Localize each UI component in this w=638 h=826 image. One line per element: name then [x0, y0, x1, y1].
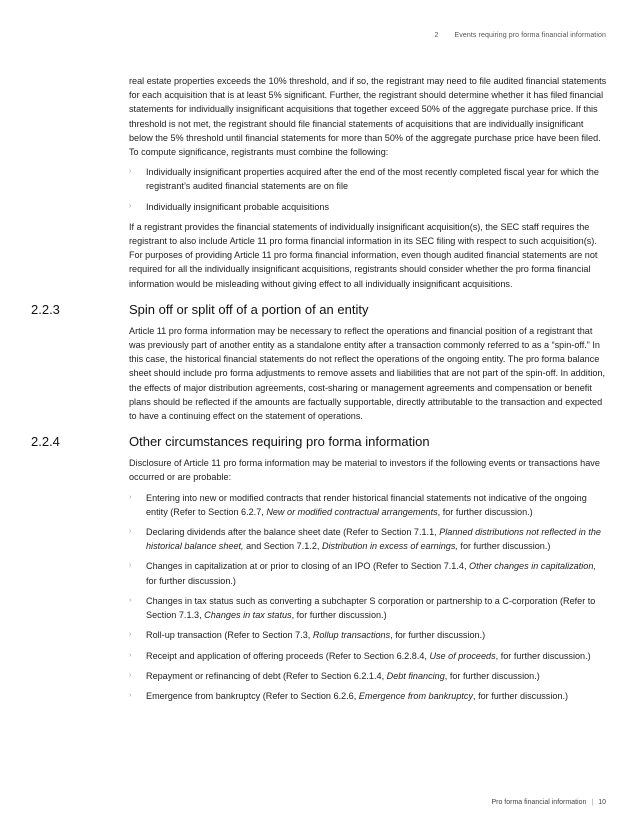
list-item	[129, 491, 609, 519]
bullet-marker: ›	[129, 168, 132, 176]
list-item	[129, 200, 609, 214]
bullet-marker: ›	[129, 631, 132, 639]
list-item	[129, 559, 609, 587]
bullet-marker: ›	[129, 202, 132, 210]
item-text: , for further discussion.)	[473, 690, 569, 701]
list-item	[129, 525, 609, 553]
item-text: Receipt and application of offering proceeds (Refer to Section 6.2.8.4,	[146, 650, 430, 661]
section-2-2-4	[31, 433, 609, 703]
item-text: , for further discussion.)	[444, 670, 540, 681]
item-text: for further discussion.)	[457, 541, 551, 552]
item-text: , for further discussion.)	[390, 630, 486, 641]
item-text: Emergence from bankruptcy (Refer to Section 6.2.6,	[146, 690, 359, 701]
intro-bullet-list	[129, 165, 609, 214]
section-heading: Spin off or split off of a portion of an entity	[129, 301, 369, 317]
bullet-marker: ›	[129, 562, 132, 570]
list-item-text: Individually insignificant probable acquisitions	[146, 201, 329, 212]
chapter-title: Events requiring pro forma financial information	[454, 32, 606, 39]
bullet-marker: ›	[129, 671, 132, 679]
item-text: Changes in tax status such as converting a subchapter S corporation or partnership to a C-corporation (Refer to Section 7.1.3,	[146, 595, 596, 621]
section-2-2-3	[31, 301, 609, 423]
section-paragraph: Article 11 pro forma information may be necessary to reflect the operations and financial position of a registrant that was previously part of another entity as a standalone entity after a transaction commonly referred to as a “spin-off.” In this case, the historical financial statements do not reflect the operations of the ongoing entity. The pro forma balance sheet should include pro forma adjustments to remove assets and liabilities that are not part of the spin-off. In addition, the effects of major distribution agreements, cost-sharing or management agreements and compensation or benefit plans should be reflected if the amounts are factually supportable, directly attributable to the transaction and expected to have a continuing effect on the statement of operations.	[129, 325, 606, 422]
bullet-marker: ›	[129, 651, 132, 659]
item-text: Declaring dividends after the balance sheet date (Refer to Section 7.1.1,	[146, 527, 440, 538]
section-number: 2.2.3	[31, 301, 60, 317]
item-text: , for further discussion.)	[437, 506, 533, 517]
item-italic: Planned distributions not reflected in the historical balance sheet,	[146, 527, 601, 552]
item-italic: Debt financing	[386, 670, 445, 681]
bullet-marker: ›	[129, 528, 132, 536]
item-italic: Other changes in capitalization,	[469, 561, 596, 572]
section-paragraph: Disclosure of Article 11 pro forma information may be material to investors if the following events or transactions have occurred or are probable:	[129, 458, 600, 483]
list-item	[129, 689, 609, 703]
item-text: Repayment or refinancing of debt (Refer to Section 6.2.1.4,	[146, 670, 387, 681]
list-item	[129, 165, 609, 193]
item-text: for further discussion.)	[146, 575, 236, 586]
item-italic: New or modified contractual arrangements	[266, 506, 438, 517]
page-body	[31, 74, 609, 709]
bullet-marker: ›	[129, 596, 132, 604]
footer-title: Pro forma financial information	[491, 799, 587, 806]
running-header	[434, 32, 606, 39]
page-footer	[491, 799, 606, 806]
list-item	[129, 594, 609, 622]
item-text: , for further discussion.)	[291, 610, 387, 621]
item-italic: Distribution in excess of earnings,	[321, 541, 458, 552]
list-item	[129, 649, 609, 663]
item-italic: Use of proceeds	[429, 650, 496, 661]
section-number: 2.2.4	[31, 434, 60, 450]
list-item	[129, 669, 609, 683]
list-item-text: Individually insignificant properties acquired after the end of the most recently completed fiscal year for which the registrant’s audited financial statements are on file	[146, 167, 599, 192]
chapter-number: 2	[434, 32, 439, 39]
item-italic: Emergence from bankruptcy	[358, 690, 474, 701]
item-italic: Rollup transactions	[312, 630, 391, 641]
intro-paragraph-2: If a registrant provides the financial statements of individually insignificant acquisition(s), the SEC staff requires the registrant to also include Article 11 pro forma financial information in its SEC filing with respect to such acquisition(s). For purposes of providing Article 11 pro forma financial information, even though audited financial statements are not required for all the individually insignificant acquisitions, registrants should consider whether the pro forma financial information would be misleading without giving effect to all individually insignificant acquisitions.	[129, 221, 598, 289]
item-text: , for further discussion.)	[495, 650, 591, 661]
bullet-marker: ›	[129, 691, 132, 699]
list-item	[129, 628, 609, 642]
section-heading: Other circumstances requiring pro forma information	[129, 434, 430, 450]
circumstances-bullet-list	[129, 491, 609, 703]
footer-separator: |	[591, 799, 594, 806]
item-text: and Section 7.1.2,	[243, 541, 322, 552]
item-italic: Changes in tax status	[204, 610, 292, 621]
item-text: Entering into new or modified contracts that render historical financial statements not indicative of the ongoing entity (Refer to Section 6.2.7,	[146, 492, 587, 517]
item-text: Changes in capitalization at or prior to closing of an IPO (Refer to Section 7.1.4,	[146, 561, 470, 572]
item-text: Roll-up transaction (Refer to Section 7.3,	[146, 630, 313, 641]
page-number: 10	[598, 799, 606, 806]
bullet-marker: ›	[129, 493, 132, 501]
intro-paragraph: real estate properties exceeds the 10% threshold, and if so, the registrant may need to file audited financial statements for each acquisition that is at least 5% significant. Further, the registrant should determine whether it has filed financial statements for individually insignificant acquisitions that together exceed 50% of the aggregate purchase price. If this threshold is not met, the registrant should file financial statements of acquisitions that are individually insignificant below the 5% threshold until financial statements for more than 50% of the aggregate purchase price have been filed. To compute significance, registrants must combine the following:	[129, 76, 607, 158]
